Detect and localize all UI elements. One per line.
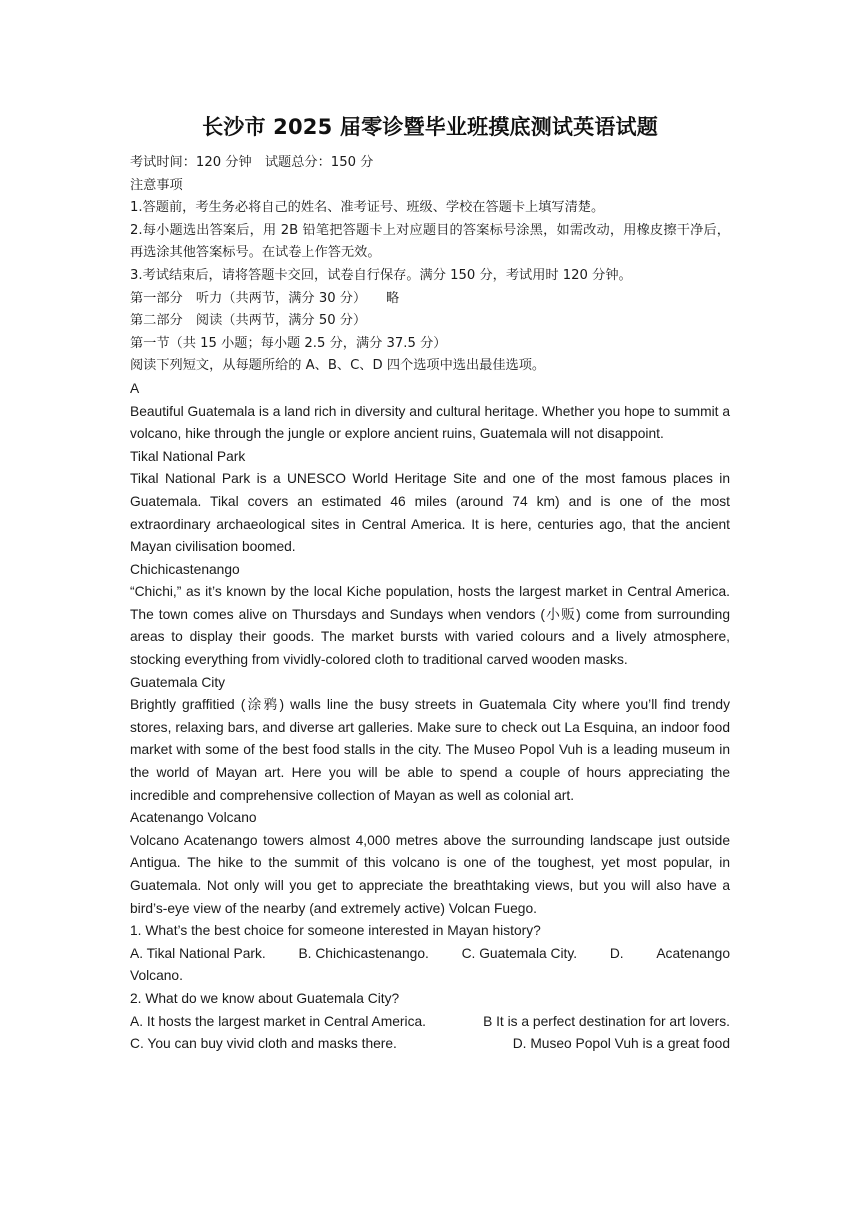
- section-body-tikal: Tikal National Park is a UNESCO World Heritage Site and one of the most famous places in Guatemala. Tikal covers an estimated 46 miles (around 74 km) and is one of the most extraordinary archaeological sites in Central America. It is here, centuries ago, that the ancient Mayan civilisation boomed.: [130, 471, 730, 555]
- section-heading-chichicastenango: Chichicastenango: [130, 561, 240, 577]
- question-1-option-d-letter: D.: [609, 945, 624, 961]
- section-heading-tikal: Tikal National Park: [130, 448, 246, 464]
- question-1-option-d-continued: Volcano.: [130, 968, 183, 984]
- question-2-option-b: B It is a perfect destination for art lovers.: [483, 1013, 730, 1029]
- question-1-option-c: C. Guatemala City.: [461, 945, 578, 961]
- note-3: 3.考试结束后，请将答题卡交回，试卷自行保存。满分 150 分，考试用时 120 分钟。: [130, 267, 632, 283]
- question-1-option-b: B. Chichicastenango.: [298, 945, 429, 961]
- section-one-heading: 第一节（共 15 小题；每小题 2.5 分，满分 37.5 分）: [130, 335, 447, 351]
- part-one-heading: 第一部分 听力（共两节，满分 30 分） 略: [130, 290, 400, 306]
- passage-intro: Beautiful Guatemala is a land rich in diversity and cultural heritage. Whether you hope to summit a volcano, hike through the jungle or explore ancient ruins, Guatemala will not disappoint.: [130, 403, 730, 442]
- question-2-option-d: D. Museo Popol Vuh is a great food: [512, 1036, 730, 1052]
- section-body-chichicastenango: “Chichi,” as it’s known by the local Kiche population, hosts the largest market in Central America. The town comes alive on Thursdays and Sundays when vendors (小贩) come from surrounding areas to display their goods. The market bursts with varied colours and a lively atmosphere, stocking everything from vividly-colored cloth to traditional carved wooden masks.: [130, 584, 730, 668]
- exam-time-line: 考试时间：120 分钟 试题总分：150 分: [130, 155, 374, 170]
- question-2-options-row-1: [130, 1011, 730, 1034]
- question-1-stem: 1. What’s the best choice for someone interested in Mayan history?: [130, 923, 541, 939]
- question-1-option-a: A. Tikal National Park.: [130, 945, 266, 961]
- note-1: 1.答题前，考生务必将自己的姓名、准考证号、班级、学校在答题卡上填写清楚。: [130, 200, 605, 216]
- section-body-guatemala-city: Brightly graffitied (涂鸦) walls line the busy streets in Guatemala City where you’ll find trendy stores, relaxing bars, and diverse art galleries. Make sure to check out La Esquina, an indoor food market with some of the best food stalls in the city. The Museo Popol Vuh is a leading museum in the world of Mayan art. Here you will be able to spend a couple of hours appreciating the incredible and comprehensive collection of Mayan as well as colonial art.: [130, 697, 730, 803]
- question-1-options: [130, 943, 730, 966]
- question-2-option-c: C. You can buy vivid cloth and masks there.: [130, 1036, 397, 1052]
- section-heading-acatenango: Acatenango Volcano: [130, 810, 257, 826]
- question-2-options-row-2: [130, 1033, 730, 1056]
- instructions: 阅读下列短文，从每题所给的 A、B、C、D 四个选项中选出最佳选项。: [130, 358, 546, 374]
- passage-label: A: [130, 380, 140, 396]
- note-2: 2.每小题选出答案后，用 2B 铅笔把答题卡上对应题目的答案标号涂黑，如需改动，用橡皮擦干净后，再选涂其他答案标号。在试卷上作答无效。: [130, 222, 730, 261]
- notes-heading: 注意事项: [130, 177, 183, 193]
- exam-page: [130, 112, 730, 1056]
- question-2-option-a: A. It hosts the largest market in Central America.: [130, 1013, 426, 1029]
- section-heading-guatemala-city: Guatemala City: [130, 674, 226, 690]
- part-two-heading: 第二部分 阅读（共两节，满分 50 分）: [130, 313, 367, 329]
- exam-title: 长沙市 2025 届零诊暨毕业班摸底测试英语试题: [202, 115, 658, 139]
- question-1-option-d-text: Acatenango: [656, 945, 730, 961]
- section-body-acatenango: Volcano Acatenango towers almost 4,000 metres above the surrounding landscape just outside Antigua. The hike to the summit of this volcano is one of the toughest, yet most popular, in Guatemala. Not only will you get to appreciate the breathtaking views, but you will also have a bird’s-eye view of the nearby (and extremely active) Volcan Fuego.: [130, 832, 730, 916]
- question-2-stem: 2. What do we know about Guatemala City?: [130, 990, 400, 1006]
